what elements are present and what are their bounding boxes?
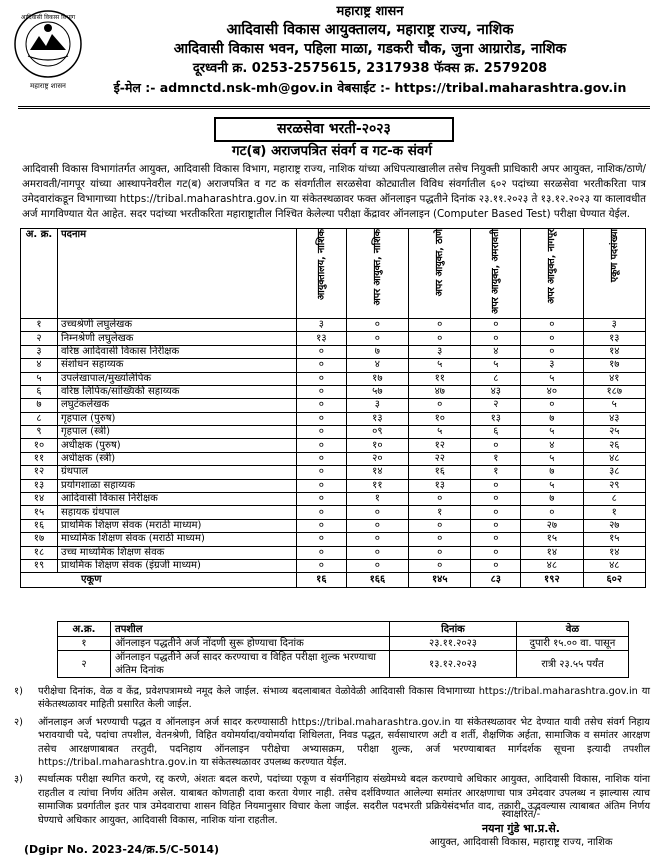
row-count: ५ bbox=[583, 399, 645, 412]
row-post: संशोधन सहाय्यक bbox=[58, 359, 297, 372]
row-post: आदिवासी विकास निरीक्षक bbox=[58, 493, 297, 506]
col-c3: अपर आयुक्त, ठाणे bbox=[409, 229, 471, 319]
row-count: ३८ bbox=[583, 466, 645, 479]
row-count: २० bbox=[346, 452, 408, 465]
row-count: २७ bbox=[521, 519, 583, 532]
row-count: १३ bbox=[471, 412, 521, 425]
col-c4: अपर आयुक्त, अमरावती bbox=[471, 229, 521, 319]
table-row bbox=[21, 412, 646, 425]
total-count: १६६ bbox=[346, 573, 408, 588]
sched-time: दुपारी १५.०० वा. पासून bbox=[517, 637, 629, 651]
row-sr: १ bbox=[21, 318, 58, 331]
sched-time: रात्री २३.५५ पर्यंत bbox=[517, 651, 629, 678]
row-sr: १९ bbox=[21, 559, 58, 572]
row-count: १३ bbox=[346, 412, 408, 425]
table-row bbox=[21, 385, 646, 398]
sched-date: १३.१२.२०२३ bbox=[390, 651, 517, 678]
row-count: ० bbox=[297, 439, 347, 452]
row-count: ० bbox=[297, 546, 347, 559]
signatory-name: नयना गुंडे भा.प्र.से. bbox=[482, 822, 560, 835]
row-count: ० bbox=[297, 385, 347, 398]
posts-table bbox=[20, 228, 646, 588]
row-count: ० bbox=[471, 332, 521, 345]
row-count: ५ bbox=[471, 359, 521, 372]
row-count: ० bbox=[409, 493, 471, 506]
total-count: ६०२ bbox=[583, 573, 645, 588]
row-sr: १३ bbox=[21, 479, 58, 492]
col-sr: अ. क्र. bbox=[21, 229, 58, 319]
row-count: ० bbox=[471, 559, 521, 572]
government-seal bbox=[12, 6, 84, 92]
row-count: ० bbox=[471, 439, 521, 452]
row-count: १ bbox=[409, 506, 471, 519]
row-count: ० bbox=[297, 426, 347, 439]
row-count: ० bbox=[297, 533, 347, 546]
row-count: ० bbox=[297, 559, 347, 572]
row-count: ५ bbox=[521, 426, 583, 439]
row-count: ० bbox=[297, 359, 347, 372]
row-count: १५ bbox=[521, 533, 583, 546]
row-count: १३ bbox=[583, 332, 645, 345]
row-count: ० bbox=[297, 466, 347, 479]
row-count: ४ bbox=[346, 359, 408, 372]
row-post: निम्नश्रेणी लघुलेखक bbox=[58, 332, 297, 345]
row-count: ४ bbox=[471, 345, 521, 358]
row-count: ४३ bbox=[583, 412, 645, 425]
row-count: ३ bbox=[297, 318, 347, 331]
row-sr: १८ bbox=[21, 546, 58, 559]
row-count: १० bbox=[346, 439, 408, 452]
row-sr: ६ bbox=[21, 385, 58, 398]
seal-top-text: आदिवासी विकास विभाग bbox=[20, 14, 76, 21]
sched-col-time: वेळ bbox=[517, 622, 629, 637]
table-row bbox=[21, 345, 646, 358]
sched-col-date: दिनांक bbox=[390, 622, 517, 637]
row-count: ४३ bbox=[471, 385, 521, 398]
row-count: ० bbox=[471, 519, 521, 532]
total-count: १४५ bbox=[409, 573, 471, 588]
seal-bottom-text: महाराष्ट्र शासन bbox=[30, 82, 66, 90]
row-sr: ४ bbox=[21, 359, 58, 372]
signature-label: स्वाक्षरित/- bbox=[501, 809, 541, 820]
row-count: ० bbox=[409, 318, 471, 331]
row-count: २२ bbox=[409, 452, 471, 465]
row-count: ० bbox=[346, 332, 408, 345]
row-count: ० bbox=[521, 345, 583, 358]
table-row bbox=[21, 452, 646, 465]
table-row bbox=[21, 399, 646, 412]
col-c5: अपर आयुक्त, नागपूर bbox=[521, 229, 583, 319]
row-count: ३ bbox=[583, 318, 645, 331]
table-row bbox=[21, 318, 646, 331]
col-c6: एकूण पदसंख्या bbox=[583, 229, 645, 319]
row-count: २९ bbox=[583, 479, 645, 492]
row-count: ३ bbox=[521, 359, 583, 372]
letterhead-line1: महाराष्ट्र शासन bbox=[336, 4, 404, 19]
row-sr: २ bbox=[21, 332, 58, 345]
row-count: १ bbox=[583, 506, 645, 519]
row-count: ० bbox=[471, 318, 521, 331]
row-sr: १० bbox=[21, 439, 58, 452]
page-subtitle: गट(ब) अराजपत्रित संवर्ग व गट-क संवर्ग bbox=[232, 143, 432, 159]
row-count: ४१ bbox=[583, 372, 645, 385]
row-sr: १४ bbox=[21, 493, 58, 506]
row-post: अधीक्षक (स्त्री) bbox=[58, 452, 297, 465]
row-post: वरिष्ठ आदिवासी विकास निरीक्षक bbox=[58, 345, 297, 358]
table-row bbox=[21, 372, 646, 385]
schedule-row bbox=[58, 637, 629, 651]
row-count: ४० bbox=[521, 385, 583, 398]
row-count: १२ bbox=[409, 439, 471, 452]
header-divider bbox=[18, 106, 650, 109]
row-count: ० bbox=[346, 559, 408, 572]
row-sr: १२ bbox=[21, 466, 58, 479]
row-count: ० bbox=[521, 506, 583, 519]
note-item bbox=[14, 685, 650, 712]
row-sr: १५ bbox=[21, 506, 58, 519]
row-count: ० bbox=[521, 399, 583, 412]
row-count: १५ bbox=[583, 533, 645, 546]
row-count: ५ bbox=[409, 426, 471, 439]
table-row bbox=[21, 533, 646, 546]
row-post: उच्चश्रेणी लघुलेखक bbox=[58, 318, 297, 331]
row-count: ० bbox=[346, 506, 408, 519]
row-count: ६ bbox=[471, 426, 521, 439]
letterhead-line4: दूरध्वनी क्र. 0253-2575615, 2317938 फॅक्स क्र. 2579208 bbox=[192, 61, 548, 76]
row-count: ३ bbox=[409, 345, 471, 358]
table-row bbox=[21, 466, 646, 479]
row-post: उपलेखापाल/मुख्यलिपिक bbox=[58, 372, 297, 385]
row-count: १ bbox=[346, 493, 408, 506]
row-count: १८७ bbox=[583, 385, 645, 398]
letterhead-line3: आदिवासी विकास भवन, पहिला माळा, गडकरी चौक, जुना आग्रारोड, नाशिक bbox=[173, 41, 567, 57]
sched-sr: २ bbox=[58, 651, 111, 678]
row-count: ७ bbox=[521, 412, 583, 425]
letterhead-line5: ई-मेल :- admnctd.nsk-mh@gov.in वेबसाईट :- https://tribal.maharashtra.gov.in bbox=[113, 80, 627, 95]
row-count: २६ bbox=[583, 439, 645, 452]
table-row bbox=[21, 359, 646, 372]
row-count: ० bbox=[346, 533, 408, 546]
row-count: ४ bbox=[521, 439, 583, 452]
row-count: १ bbox=[471, 452, 521, 465]
row-count: ३ bbox=[346, 399, 408, 412]
table-row bbox=[21, 559, 646, 572]
table-row bbox=[21, 426, 646, 439]
row-sr: ११ bbox=[21, 452, 58, 465]
row-post: प्रयोगशाळा सहाय्यक bbox=[58, 479, 297, 492]
row-post: अधीक्षक (पुरुष) bbox=[58, 439, 297, 452]
row-count: ५७ bbox=[346, 385, 408, 398]
row-count: ० bbox=[409, 533, 471, 546]
row-sr: ७ bbox=[21, 399, 58, 412]
row-count: ५ bbox=[409, 359, 471, 372]
row-count: ०९ bbox=[346, 426, 408, 439]
row-count: ४८ bbox=[521, 559, 583, 572]
row-post: प्राथमिक शिक्षण सेवक (इंग्रजी माध्यम) bbox=[58, 559, 297, 572]
row-count: ० bbox=[409, 399, 471, 412]
table-row bbox=[21, 332, 646, 345]
row-post: वरिष्ठ लिपिक/सांख्यिकी सहाय्यक bbox=[58, 385, 297, 398]
row-count: ० bbox=[471, 533, 521, 546]
row-count: २ bbox=[471, 399, 521, 412]
dgipr-reference: (Dgipr No. 2023-24/क्र.5/C-5014) bbox=[24, 843, 220, 856]
row-count: ० bbox=[409, 546, 471, 559]
row-count: ० bbox=[521, 332, 583, 345]
letterhead bbox=[90, 2, 650, 97]
row-sr: ८ bbox=[21, 412, 58, 425]
row-count: ० bbox=[471, 506, 521, 519]
row-post: प्राथमिक शिक्षण सेवक (मराठी माध्यम) bbox=[58, 519, 297, 532]
row-count: ८ bbox=[583, 493, 645, 506]
row-count: ० bbox=[471, 479, 521, 492]
row-post: माध्यमिक शिक्षण सेवक (मराठी माध्यम) bbox=[58, 533, 297, 546]
table-row bbox=[21, 493, 646, 506]
row-count: १४ bbox=[583, 546, 645, 559]
row-count: २५ bbox=[583, 426, 645, 439]
row-post: उच्च माध्यमिक शिक्षण सेवक bbox=[58, 546, 297, 559]
row-count: ० bbox=[346, 318, 408, 331]
row-count: १४ bbox=[583, 345, 645, 358]
sched-detail: ऑनलाइन पद्धतीने अर्ज नोंदणी सुरू होण्याचा दिनांक bbox=[111, 637, 390, 651]
schedule-table bbox=[57, 621, 629, 678]
signature-block bbox=[396, 808, 646, 850]
col-c1: आयुक्तालय, नाशिक bbox=[297, 229, 347, 319]
row-count: ० bbox=[409, 332, 471, 345]
total-row bbox=[21, 573, 646, 588]
row-post: लघुटंकलेखक bbox=[58, 399, 297, 412]
row-count: ५ bbox=[521, 372, 583, 385]
row-count: ० bbox=[297, 506, 347, 519]
row-count: ० bbox=[297, 372, 347, 385]
total-label: एकूण bbox=[21, 573, 297, 588]
note-number: ३) bbox=[14, 774, 23, 786]
row-count: ० bbox=[409, 519, 471, 532]
row-count: १४ bbox=[346, 466, 408, 479]
row-post: गृहपाल (पुरुष) bbox=[58, 412, 297, 425]
row-count: ५ bbox=[521, 452, 583, 465]
row-count: ७ bbox=[346, 345, 408, 358]
col-post: पदनाम bbox=[58, 229, 297, 319]
table-row bbox=[21, 439, 646, 452]
intro-paragraph: आदिवासी विकास विभागांतर्गत आयुक्त, आदिवासी विकास विभाग, महाराष्ट्र राज्य, नाशिक यांच्या अधिपत्याखालील तसेच नियुक्ती प्राधिकारी अपर आयुक्त, नाशिक/ठाणे/अमरावती/नागपूर यांच्या आस्थापनेवरील गट(ब) अराजपत्रित व गट क संवर्गातील सरळसेवा कोट्यातील विविध संवर्गातील ६०२ पदांच्या सरळसेवा भरतीकरिता पात्र उमेदवारांकडून विभागाच्या https://tribal.maharashtra.gov.in या संकेतस्थळावर फक्त ऑनलाइन पद्धतीने दिनांक २३.११.२०२३ ते १३.१२.२०२३ या कालावधीत अर्ज मागविण्यात येत आहेत. सदर पदांच्या भरतीकरिता महाराष्ट्रातील निश्चित केलेल्या परीक्षा केंद्रावर ऑनलाइन (Computer Based Test) परीक्षा घेण्यात येईल. bbox=[22, 163, 646, 220]
table-row bbox=[21, 546, 646, 559]
sched-detail: ऑनलाइन पद्धतीने अर्ज सादर करण्याचा व विहित परीक्षा शुल्क भरण्याचा अंतिम दिनांक bbox=[111, 651, 390, 678]
row-count: १३ bbox=[297, 332, 347, 345]
signatory-designation: आयुक्त, आदिवासी विकास, महाराष्ट्र राज्य, नाशिक bbox=[429, 837, 613, 848]
row-count: १७ bbox=[346, 372, 408, 385]
table-row bbox=[21, 506, 646, 519]
sched-col-detail: तपशील bbox=[111, 622, 390, 637]
sched-col-sr: अ.क्र. bbox=[58, 622, 111, 637]
letterhead-line2: आदिवासी विकास आयुक्तालय, महाराष्ट्र राज्य, नाशिक bbox=[226, 22, 514, 38]
note-text: स्पर्धात्मक परीक्षा स्थगित करणे, रद्द करणे, अंशतः बदल करणे, पदांच्या एकूण व संवर्गनिहाय संख्येमध्ये बदल करण्याचे अधिकार आयुक्त, आदिवासी विकास, नाशिक यांना राहतील व त्यांचा निर्णय अंतिम असेल. याबाबत कोणताही दावा करता येणार नाही. तसेच दर्शविण्यात आलेल्या समांतर आरक्षणाचा पात्र उमेदवार उपलब्ध न झाल्यास त्याच सामाजिक प्रवर्गातील इतर पात्र उमेदवाराचा शासन विहित नियमानुसार विचार केला जाईल. सदरील पदभरती प्रक्रियेसंदर्भात वाद, तक्रारी, उद्भवल्यास त्याबाबत अंतिम निर्णय घेण्याचे अधिकार आयुक्त, आदिवासी विकास, नाशिक यांना राहतील. bbox=[38, 774, 650, 826]
row-count: ४८ bbox=[583, 452, 645, 465]
row-count: १ bbox=[471, 466, 521, 479]
row-count: ० bbox=[297, 493, 347, 506]
row-count: ० bbox=[471, 546, 521, 559]
row-count: ० bbox=[471, 493, 521, 506]
row-sr: ५ bbox=[21, 372, 58, 385]
row-count: ८ bbox=[471, 372, 521, 385]
row-count: ११ bbox=[346, 479, 408, 492]
row-count: १६ bbox=[409, 466, 471, 479]
row-count: ० bbox=[346, 519, 408, 532]
row-count: १३ bbox=[409, 479, 471, 492]
row-sr: ९ bbox=[21, 426, 58, 439]
table-row bbox=[21, 519, 646, 532]
row-count: ४८ bbox=[583, 559, 645, 572]
row-count: ० bbox=[521, 318, 583, 331]
schedule-row bbox=[58, 651, 629, 678]
total-count: १९२ bbox=[521, 573, 583, 588]
row-count: ० bbox=[409, 559, 471, 572]
row-count: ० bbox=[297, 452, 347, 465]
row-count: ५ bbox=[521, 479, 583, 492]
row-post: गृहपाल (स्त्री) bbox=[58, 426, 297, 439]
row-count: ११ bbox=[409, 372, 471, 385]
row-count: १४ bbox=[521, 546, 583, 559]
row-count: १० bbox=[409, 412, 471, 425]
posts-table-header bbox=[21, 229, 646, 319]
table-row bbox=[21, 479, 646, 492]
total-count: १६ bbox=[297, 573, 347, 588]
row-sr: १७ bbox=[21, 533, 58, 546]
total-count: ८३ bbox=[471, 573, 521, 588]
row-post: सहायक ग्रंथपाल bbox=[58, 506, 297, 519]
note-number: २) bbox=[14, 716, 23, 728]
row-count: ० bbox=[297, 519, 347, 532]
row-count: ४७ bbox=[409, 385, 471, 398]
col-c2: अपर आयुक्त, नाशिक bbox=[346, 229, 408, 319]
row-count: ७ bbox=[521, 493, 583, 506]
row-sr: ३ bbox=[21, 345, 58, 358]
row-count: ० bbox=[346, 546, 408, 559]
row-count: ० bbox=[297, 412, 347, 425]
row-sr: १६ bbox=[21, 519, 58, 532]
row-count: ० bbox=[297, 345, 347, 358]
sched-date: २३.११.२०२३ bbox=[390, 637, 517, 651]
row-count: २७ bbox=[583, 519, 645, 532]
note-item bbox=[14, 716, 650, 770]
row-post: ग्रंथपाल bbox=[58, 466, 297, 479]
page-title: सरळसेवा भरती-२०२३ bbox=[214, 117, 454, 142]
sched-sr: १ bbox=[58, 637, 111, 651]
row-count: १७ bbox=[583, 359, 645, 372]
note-text: ऑनलाइन अर्ज भरण्याची पद्धत व ऑनलाइन अर्ज सादर करण्यासाठी https://tribal.maharashtra.gov.in या संकेतस्थळावर भेट देण्यात यावी तसेच संवर्ग निहाय भरावयाची पदे, पदांचा तपशील, वेतनश्रेणी, विहित वयोमर्यादा/वयोमर्यादा शिथिलता, निवड पद्धत, सर्वसाधारण अटी व शर्ती, शैक्षणिक अर्हता, सामाजिक व समांतर आरक्षण तसेच आरक्षणाबाबत तरतुदी, पदनिहाय ऑनलाइन परीक्षेचा अभ्यासक्रम, परीक्षा शुल्क, अर्ज भरण्याबाबत मार्गदर्शक सूचना इत्यादी तपशील https://tribal.maharashtra.gov.in या संकेतस्थळावर उपलब्ध करण्यात येईल. bbox=[38, 716, 650, 769]
row-count: ० bbox=[297, 479, 347, 492]
note-number: १) bbox=[14, 686, 23, 697]
row-count: ७ bbox=[521, 466, 583, 479]
note-text: परीक्षेचा दिनांक, वेळ व केंद्र, प्रवेशपत्रामध्ये नमूद केले जाईल. संभाव्य बदलाबाबत वेळोवेळी आदिवासी विकास विभागाच्या https://tribal.maharashtra.gov.in या संकेतस्थळावर माहिती प्रसारित केली जाईल. bbox=[38, 686, 650, 711]
row-count: ० bbox=[297, 399, 347, 412]
